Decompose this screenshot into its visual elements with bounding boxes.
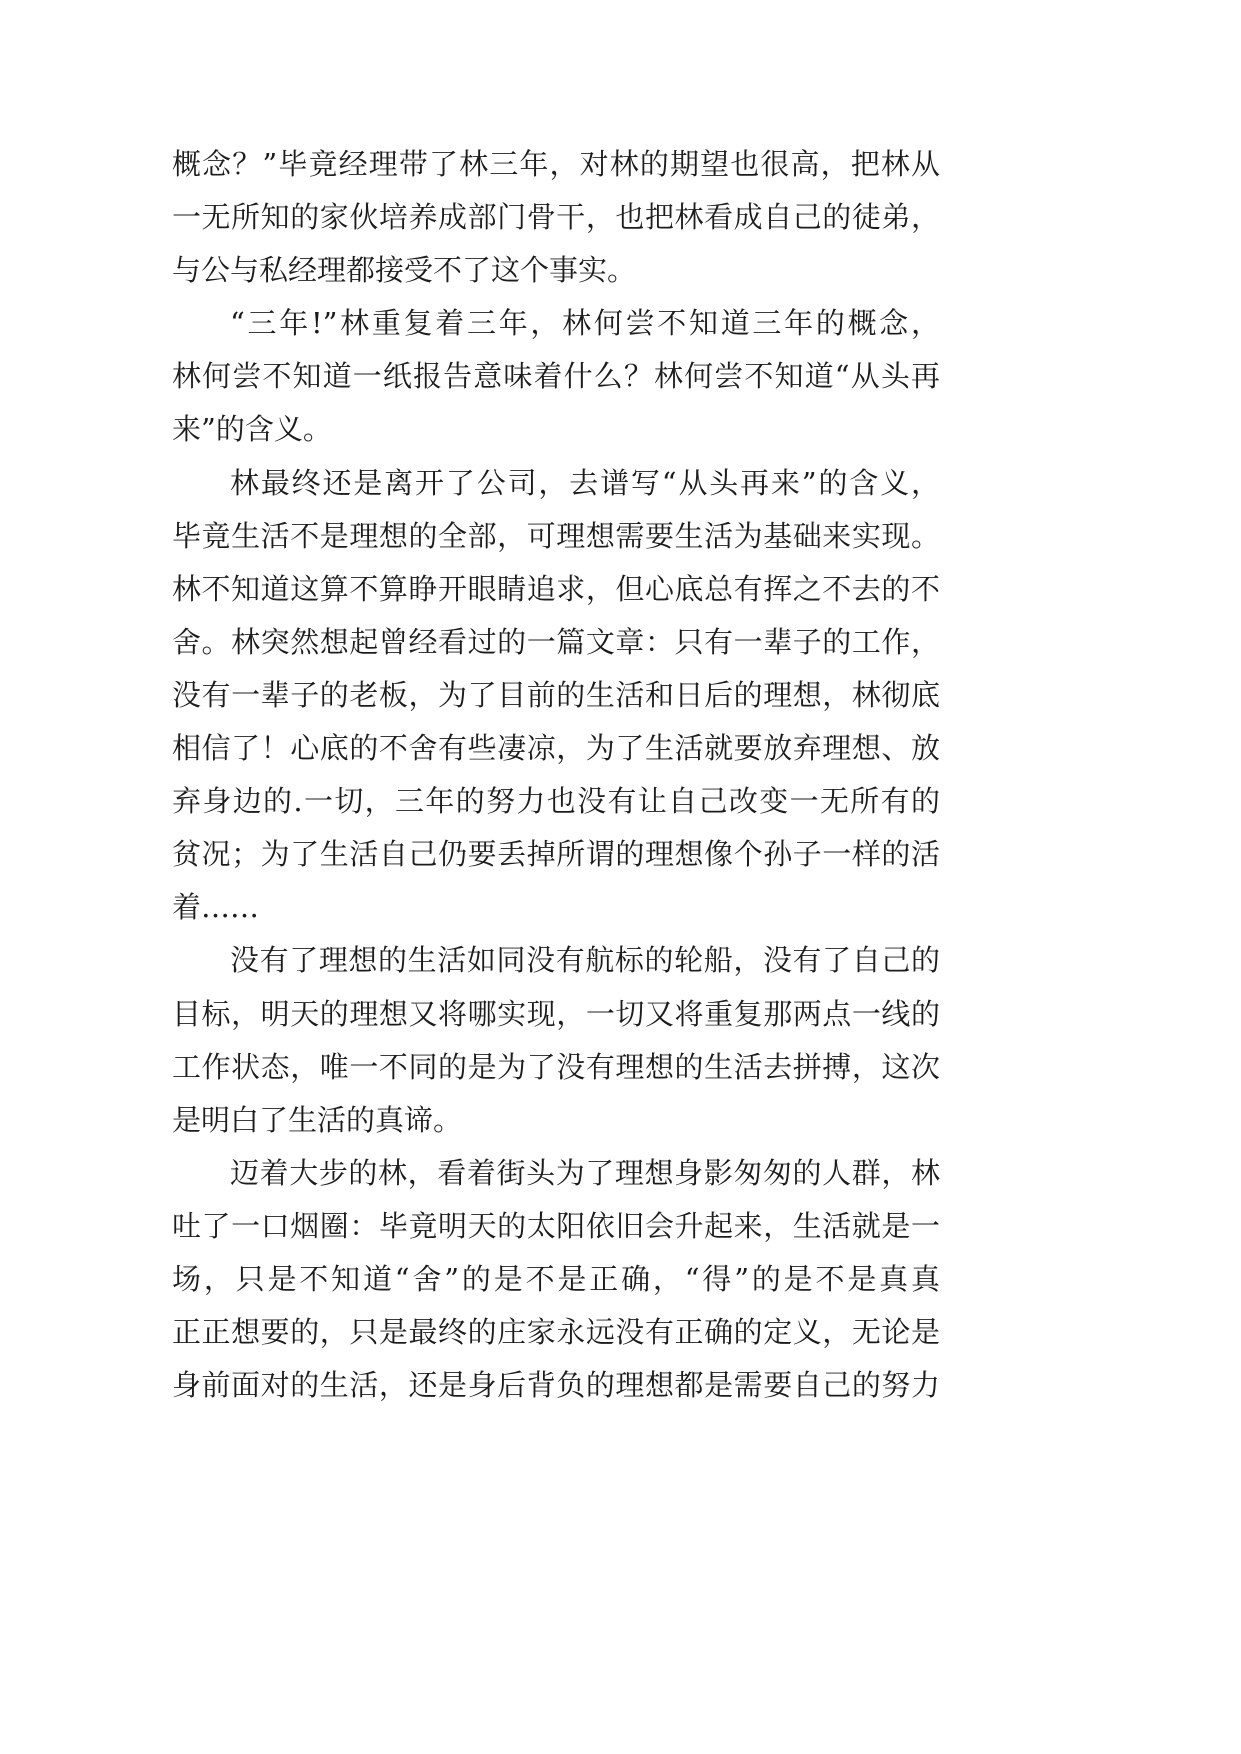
text-line: 与公与私经理都接受不了这个事实。: [172, 253, 637, 288]
text-line: “三年!”林重复着三年，林何尝不知道三年的概念，: [230, 306, 940, 341]
paragraph: [172, 1147, 940, 1412]
text-line: 林最终还是离开了公司，去谱写“从头再来”的含义，: [230, 465, 940, 500]
text-line: 毕竟生活不是理想的全部，可理想需要生活为基础来实现。: [172, 518, 940, 553]
text-line: 正正想要的，只是最终的庄家永远没有正确的定义，无论是: [172, 1315, 940, 1350]
text-line: 没有了理想的生活如同没有航标的轮船，没有了自己的: [230, 943, 940, 978]
text-line: 没有一辈子的老板，为了目前的生活和日后的理想，林彻底: [172, 677, 940, 712]
text-line: 工作状态，唯一不同的是为了没有理想的生活去拼搏，这次: [172, 1049, 940, 1084]
text-line: 相信了！心底的不舍有些凄凉，为了生活就要放弃理想、放: [172, 731, 940, 766]
text-line: 吐了一口烟圈：毕竟明天的太阳依旧会升起来，生活就是一: [172, 1208, 940, 1243]
paragraph: [172, 457, 940, 935]
paragraph: [172, 934, 940, 1146]
text-line: 林不知道这算不算睁开眼睛追求，但心底总有挥之不去的不: [172, 571, 940, 606]
text-line: 林何尝不知道一纸报告意味着什么？林何尝不知道“从头再: [172, 359, 940, 394]
text-line: 贫况；为了生活自己仍要丢掉所谓的理想像个孙子一样的活: [172, 837, 940, 872]
text-line: 目标，明天的理想又将哪实现，一切又将重复那两点一线的: [172, 996, 940, 1031]
paragraph: [172, 297, 940, 456]
text-line: 场，只是不知道“舍”的是不是正确，“得”的是不是真真: [172, 1261, 940, 1296]
text-line: 着……: [172, 890, 260, 925]
text-line: 是明白了生活的真谛。: [172, 1102, 463, 1137]
text-line: 概念？”毕竟经理带了林三年，对林的期望也很高，把林从: [172, 147, 940, 181]
paragraph: [172, 138, 940, 297]
text-line: 舍。林突然想起曾经看过的一篇文章：只有一辈子的工作，: [172, 624, 940, 659]
body-text: [172, 138, 940, 1412]
text-line: 一无所知的家伙培养成部门骨干，也把林看成自己的徒弟，: [172, 200, 940, 235]
text-line: 弃身边的.一切，三年的努力也没有让自己改变一无所有的: [172, 784, 940, 819]
text-line: 来”的含义。: [172, 412, 332, 447]
text-line: 迈着大步的林，看着街头为了理想身影匆匆的人群，林: [230, 1155, 940, 1190]
text-line: 身前面对的生活，还是身后背负的理想都是需要自己的努力: [172, 1368, 940, 1403]
